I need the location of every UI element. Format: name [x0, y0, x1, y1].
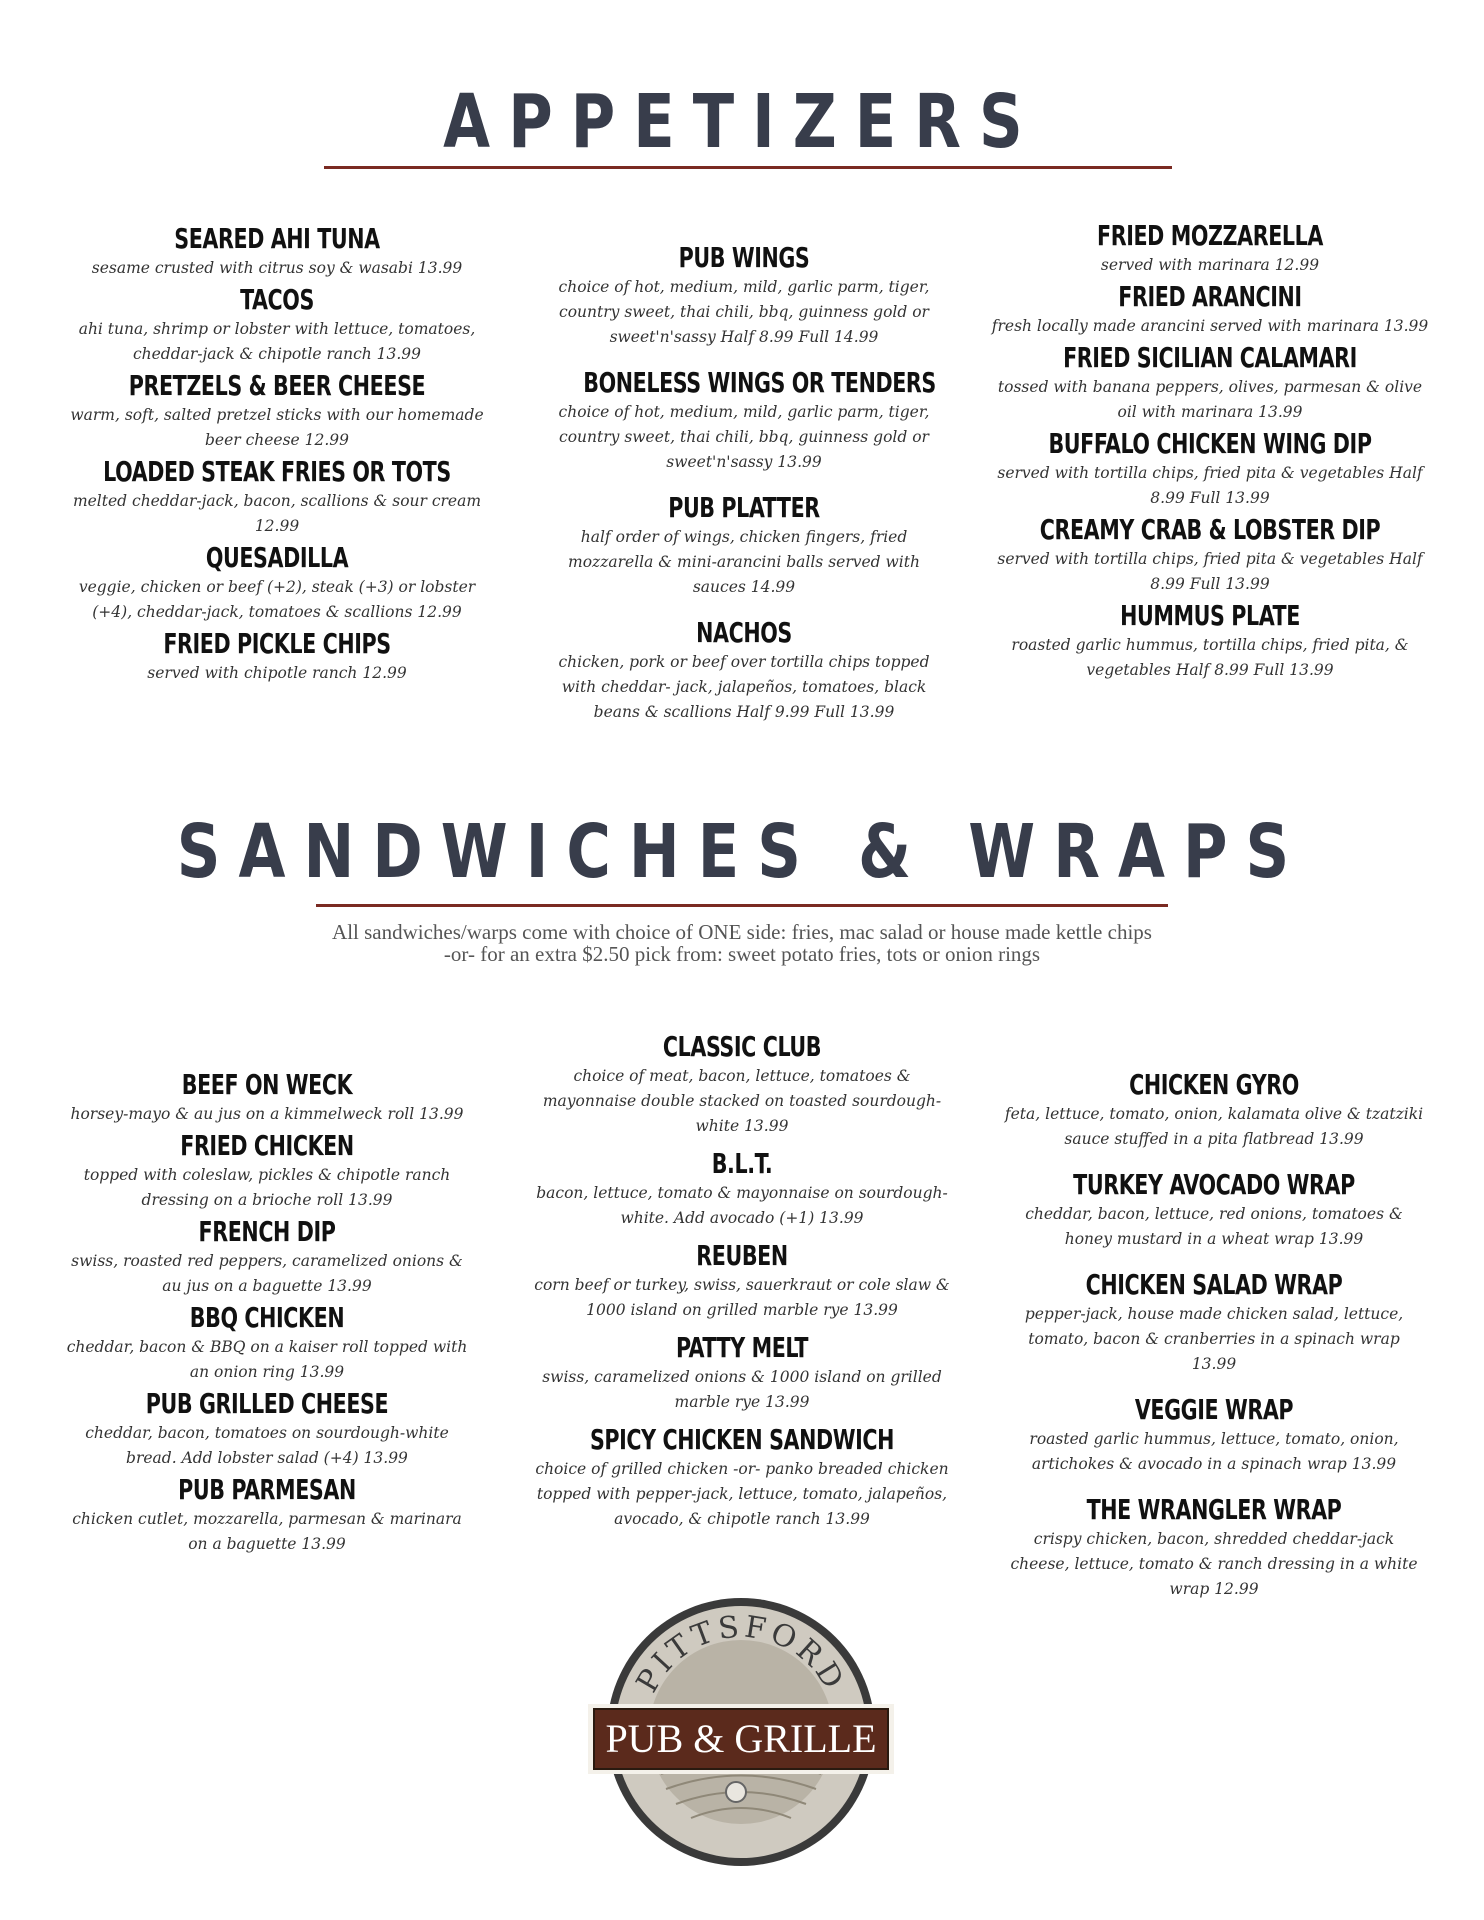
- menu-item-name: NACHOS: [696, 616, 792, 649]
- menu-item-description: roasted garlic hummus, lettuce, tomato, onion, artichokes & avocado in a spinach wrap 13.99: [1029, 1430, 1399, 1473]
- menu-item-name: FRIED SICILIAN CALAMARI: [1063, 341, 1357, 374]
- menu-item-description: bacon, lettuce, tomato & mayonnaise on sourdough-white. Add avocado (+1) 13.99: [536, 1184, 948, 1227]
- menu-item-description: cheddar, bacon, tomatoes on sourdough-white bread. Add lobster salad (+4) 13.99: [85, 1424, 449, 1467]
- menu-item-name: FRIED PICKLE CHIPS: [163, 627, 391, 660]
- logo-emblem: [586, 1594, 896, 1870]
- menu-item-name: VEGGIE WRAP: [1134, 1393, 1294, 1426]
- menu-item-description: served with tortilla chips, fried pita & vegetables Half 8.99 Full 13.99: [997, 464, 1423, 507]
- sandwiches-divider: [316, 904, 1168, 907]
- menu-item-description: swiss, caramelized onions & 1000 island on grilled marble rye 13.99: [542, 1368, 942, 1411]
- menu-item-name: BUFFALO CHICKEN WING DIP: [1048, 427, 1372, 460]
- sandwiches-column-3: [1004, 1068, 1424, 1602]
- menu-item-name: B.L.T.: [711, 1147, 773, 1180]
- menu-item-description: cheddar, bacon, lettuce, red onions, tomatoes & honey mustard in a wheat wrap 13.99: [1025, 1205, 1403, 1248]
- menu-item-loaded-steak-fries-or-tots: [62, 455, 492, 539]
- menu-item-pub-platter: [548, 491, 940, 600]
- menu-item-description: choice of meat, bacon, lettuce, tomatoes & mayonnaise double stacked on toasted sourdough-white 13.99: [542, 1067, 942, 1135]
- menu-item-description: crispy chicken, bacon, shredded cheddar-jack cheese, lettuce, tomato & ranch dressing in a white wrap 12.99: [1010, 1530, 1418, 1598]
- pub-grille-logo: [586, 1594, 896, 1870]
- menu-item-pretzels-beer-cheese: [62, 369, 492, 453]
- sandwiches-title: SANDWICHES & WRAPS: [176, 809, 1308, 895]
- menu-item-fried-mozzarella: [990, 219, 1430, 278]
- menu-item-description: sesame crusted with citrus soy & wasabi 13.99: [91, 259, 463, 277]
- svg-text:PUB & GRILLE: PUB & GRILLE: [605, 1716, 877, 1761]
- menu-item-description: corn beef or turkey, swiss, sauerkraut or cole slaw & 1000 island on grilled marble rye 13.99: [534, 1276, 950, 1319]
- sandwiches-column-1: [62, 1068, 472, 1557]
- svg-text:PITTSFORD: PITTSFORD: [629, 1609, 853, 1699]
- menu-item-description: ahi tuna, shrimp or lobster with lettuce, tomatoes, cheddar-jack & chipotle ranch 13.99: [78, 320, 476, 363]
- menu-item-description: horsey-mayo & au jus on a kimmelweck roll 13.99: [70, 1105, 464, 1123]
- menu-item-boneless-wings-or-tenders: [548, 366, 940, 475]
- menu-item-pub-parmesan: [62, 1473, 472, 1557]
- menu-item-b-l-t: [532, 1147, 952, 1231]
- menu-item-description: swiss, roasted red peppers, caramelized onions & au jus on a baguette 13.99: [71, 1252, 463, 1295]
- menu-item-description: choice of hot, medium, mild, garlic parm, tiger, country sweet, thai chili, bbq, guinness gold or sweet'n'sassy Half 8.99 Full 14.99: [558, 278, 930, 346]
- menu-item-name: PUB PLATTER: [668, 491, 820, 524]
- appetizers-title: APPETIZERS: [443, 79, 1041, 165]
- menu-item-reuben: [532, 1239, 952, 1323]
- menu-item-french-dip: [62, 1215, 472, 1299]
- menu-item-name: PATTY MELT: [675, 1331, 809, 1364]
- menu-item-name: CLASSIC CLUB: [662, 1030, 822, 1063]
- menu-item-description: tossed with banana peppers, olives, parmesan & olive oil with marinara 13.99: [997, 378, 1423, 421]
- menu-item-quesadilla: [62, 541, 492, 625]
- appetizers-divider: [324, 166, 1172, 169]
- menu-item-turkey-avocado-wrap: [1004, 1168, 1424, 1252]
- menu-item-fried-sicilian-calamari: [990, 341, 1430, 425]
- menu-item-name: SEARED AHI TUNA: [174, 222, 380, 255]
- menu-item-name: TACOS: [240, 283, 314, 316]
- menu-item-bbq-chicken: [62, 1301, 472, 1385]
- menu-item-name: CHICKEN SALAD WRAP: [1085, 1268, 1343, 1301]
- menu-item-description: veggie, chicken or beef (+2), steak (+3) or lobster (+4), cheddar-jack, tomatoes & scallions 12.99: [78, 578, 476, 621]
- menu-item-name: REUBEN: [696, 1239, 788, 1272]
- menu-item-name: PUB GRILLED CHEESE: [145, 1387, 389, 1420]
- menu-item-nachos: [548, 616, 940, 725]
- sandwiches-column-2: [532, 1030, 952, 1532]
- menu-item-name: QUESADILLA: [205, 541, 349, 574]
- menu-item-veggie-wrap: [1004, 1393, 1424, 1477]
- sides-note-line-1: All sandwiches/warps come with choice of ONE side: fries, mac salad or house made kettle chips: [332, 920, 1152, 944]
- menu-item-description: served with marinara 12.99: [1100, 256, 1320, 274]
- menu-item-seared-ahi-tuna: [62, 222, 492, 281]
- menu-item-chicken-salad-wrap: [1004, 1268, 1424, 1377]
- appetizers-column-1: [62, 222, 492, 686]
- menu-item-name: FRIED MOZZARELLA: [1096, 219, 1323, 252]
- menu-item-name: SPICY CHICKEN SANDWICH: [589, 1423, 895, 1456]
- menu-item-name: BBQ CHICKEN: [189, 1301, 345, 1334]
- menu-item-description: fresh locally made arancini served with marinara 13.99: [991, 317, 1429, 335]
- menu-item-chicken-gyro: [1004, 1068, 1424, 1152]
- menu-item-description: feta, lettuce, tomato, onion, kalamata olive & tzatziki sauce stuffed in a pita flatbread 13.99: [1004, 1105, 1424, 1148]
- menu-item-name: FRIED ARANCINI: [1118, 280, 1302, 313]
- menu-item-name: LOADED STEAK FRIES OR TOTS: [103, 455, 451, 488]
- appetizers-column-3: [990, 219, 1430, 683]
- menu-item-hummus-plate: [990, 599, 1430, 683]
- sides-note-line-2: -or- for an extra $2.50 pick from: sweet potato fries, tots or onion rings: [443, 942, 1041, 966]
- menu-item-name: CREAMY CRAB & LOBSTER DIP: [1039, 513, 1381, 546]
- menu-item-name: PUB WINGS: [678, 241, 810, 274]
- menu-item-fried-arancini: [990, 280, 1430, 339]
- menu-item-pub-grilled-cheese: [62, 1387, 472, 1471]
- menu-item-fried-pickle-chips: [62, 627, 492, 686]
- menu-item-beef-on-weck: [62, 1068, 472, 1127]
- menu-item-tacos: [62, 283, 492, 367]
- menu-item-description: warm, soft, salted pretzel sticks with our homemade beer cheese 12.99: [70, 406, 484, 449]
- menu-item-name: TURKEY AVOCADO WRAP: [1073, 1168, 1355, 1201]
- menu-item-fried-chicken: [62, 1129, 472, 1213]
- menu-item-description: served with tortilla chips, fried pita & vegetables Half 8.99 Full 13.99: [997, 550, 1423, 593]
- menu-item-description: cheddar, bacon & BBQ on a kaiser roll topped with an onion ring 13.99: [66, 1338, 468, 1381]
- menu-item-spicy-chicken-sandwich: [532, 1423, 952, 1532]
- menu-item-patty-melt: [532, 1331, 952, 1415]
- menu-item-description: half order of wings, chicken fingers, fried mozzarella & mini-arancini balls served with sauces 14.99: [568, 528, 920, 596]
- menu-item-name: HUMMUS PLATE: [1120, 599, 1300, 632]
- menu-item-description: choice of grilled chicken -or- panko breaded chicken topped with pepper-jack, lettuce, tomato, jalapeños, avocado, & chipotle ranch 13.99: [535, 1460, 949, 1528]
- menu-item-name: PUB PARMESAN: [178, 1473, 356, 1506]
- menu-item-name: BEEF ON WECK: [181, 1068, 353, 1101]
- menu-item-description: melted cheddar-jack, bacon, scallions & sour cream 12.99: [72, 492, 482, 535]
- menu-item-pub-wings: [548, 241, 940, 350]
- menu-item-name: PRETZELS & BEER CHEESE: [128, 369, 426, 402]
- menu-item-description: pepper-jack, house made chicken salad, lettuce, tomato, bacon & cranberries in a spinach wrap 13.99: [1024, 1305, 1404, 1373]
- menu-item-name: FRENCH DIP: [198, 1215, 336, 1248]
- menu-item-creamy-crab-lobster-dip: [990, 513, 1430, 597]
- menu-item-classic-club: [532, 1030, 952, 1139]
- appetizers-column-2: [548, 241, 940, 725]
- menu-item-name: CHICKEN GYRO: [1129, 1068, 1299, 1101]
- menu-item-description: roasted garlic hummus, tortilla chips, fried pita, & vegetables Half 8.99 Full 13.99: [1011, 636, 1409, 679]
- menu-item-buffalo-chicken-wing-dip: [990, 427, 1430, 511]
- menu-item-name: BONELESS WINGS OR TENDERS: [583, 366, 936, 399]
- menu-item-name: FRIED CHICKEN: [180, 1129, 354, 1162]
- menu-item-the-wrangler-wrap: [1004, 1493, 1424, 1602]
- menu-item-description: choice of hot, medium, mild, garlic parm, tiger, country sweet, thai chili, bbq, guinness gold or sweet'n'sassy 13.99: [558, 403, 930, 471]
- menu-item-description: topped with coleslaw, pickles & chipotle ranch dressing on a brioche roll 13.99: [83, 1166, 451, 1209]
- menu-item-description: served with chipotle ranch 12.99: [147, 664, 407, 682]
- menu-item-description: chicken cutlet, mozzarella, parmesan & marinara on a baguette 13.99: [72, 1510, 462, 1553]
- menu-item-name: THE WRANGLER WRAP: [1086, 1493, 1342, 1526]
- menu-item-description: chicken, pork or beef over tortilla chips topped with cheddar- jack, jalapeños, tomatoes, black beans & scallions Half 9.99 Full 13.99: [558, 653, 930, 721]
